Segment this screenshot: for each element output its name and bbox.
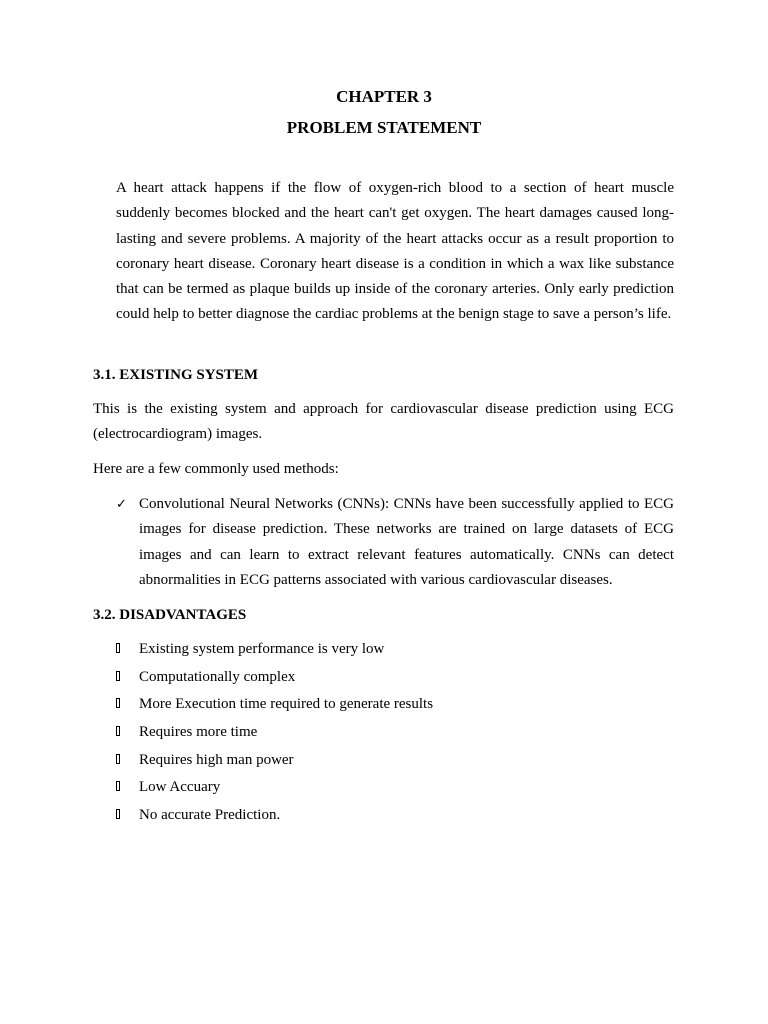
list-item <box>116 722 676 750</box>
missing-glyph-bullet-icon <box>116 754 120 764</box>
disadvantage-text: Requires more time <box>139 724 258 741</box>
disadvantage-text: No accurate Prediction. <box>139 807 281 824</box>
disadvantage-text: Requires high man power <box>139 751 294 768</box>
disadvantage-text: More Execution time required to generate results <box>139 696 434 713</box>
existing-system-heading: 3.1. EXISTING SYSTEM <box>93 367 259 383</box>
disadvantage-text: Computationally complex <box>139 668 296 685</box>
list-item <box>116 667 676 695</box>
methods-intro: Here are a few commonly used methods: <box>93 461 339 477</box>
list-item <box>116 750 676 778</box>
list-item <box>116 777 676 805</box>
check-icon: ✓ <box>116 497 127 512</box>
missing-glyph-bullet-icon <box>116 781 120 791</box>
missing-glyph-bullet-icon <box>116 726 120 736</box>
disadvantage-text: Low Accuary <box>139 779 221 796</box>
missing-glyph-bullet-icon <box>116 809 120 819</box>
missing-glyph-bullet-icon <box>116 698 120 708</box>
disadvantage-text: Existing system performance is very low <box>139 641 385 657</box>
method-text: Convolutional Neural Networks (CNNs): CNNs have been successfully applied to ECG images for disease prediction. These networks are trained on large datasets of ECG images and can learn to extract relevant features automatically. CNNs can detect abnormalities in ECG patterns associated with various cardiovascular diseases. <box>139 496 674 588</box>
disadvantages-list <box>116 639 676 833</box>
list-item <box>116 639 676 667</box>
intro-paragraph: A heart attack happens if the flow of oxygen-rich blood to a section of heart muscle suddenly becomes blocked and the heart can't get oxygen. The heart damages caused long-lasting and severe problems. A majority of the heart attacks occur as a result proportion to coronary heart disease. Coronary heart disease is a condition in which a wax like substance that can be termed as plaque builds up inside of the coronary arteries. Only early prediction could help to better diagnose the cardiac problems at the benign stage to save a person’s life. <box>116 180 674 323</box>
existing-system-paragraph: This is the existing system and approach for cardiovascular disease prediction using ECG (electrocardiogram) images. <box>93 401 674 442</box>
chapter-title: PROBLEM STATEMENT <box>286 118 482 137</box>
disadvantages-heading: 3.2. DISADVANTAGES <box>93 607 247 623</box>
chapter-number: CHAPTER 3 <box>336 87 432 106</box>
list-item <box>116 805 676 833</box>
missing-glyph-bullet-icon <box>116 643 120 653</box>
list-item <box>116 694 676 722</box>
missing-glyph-bullet-icon <box>116 671 120 681</box>
